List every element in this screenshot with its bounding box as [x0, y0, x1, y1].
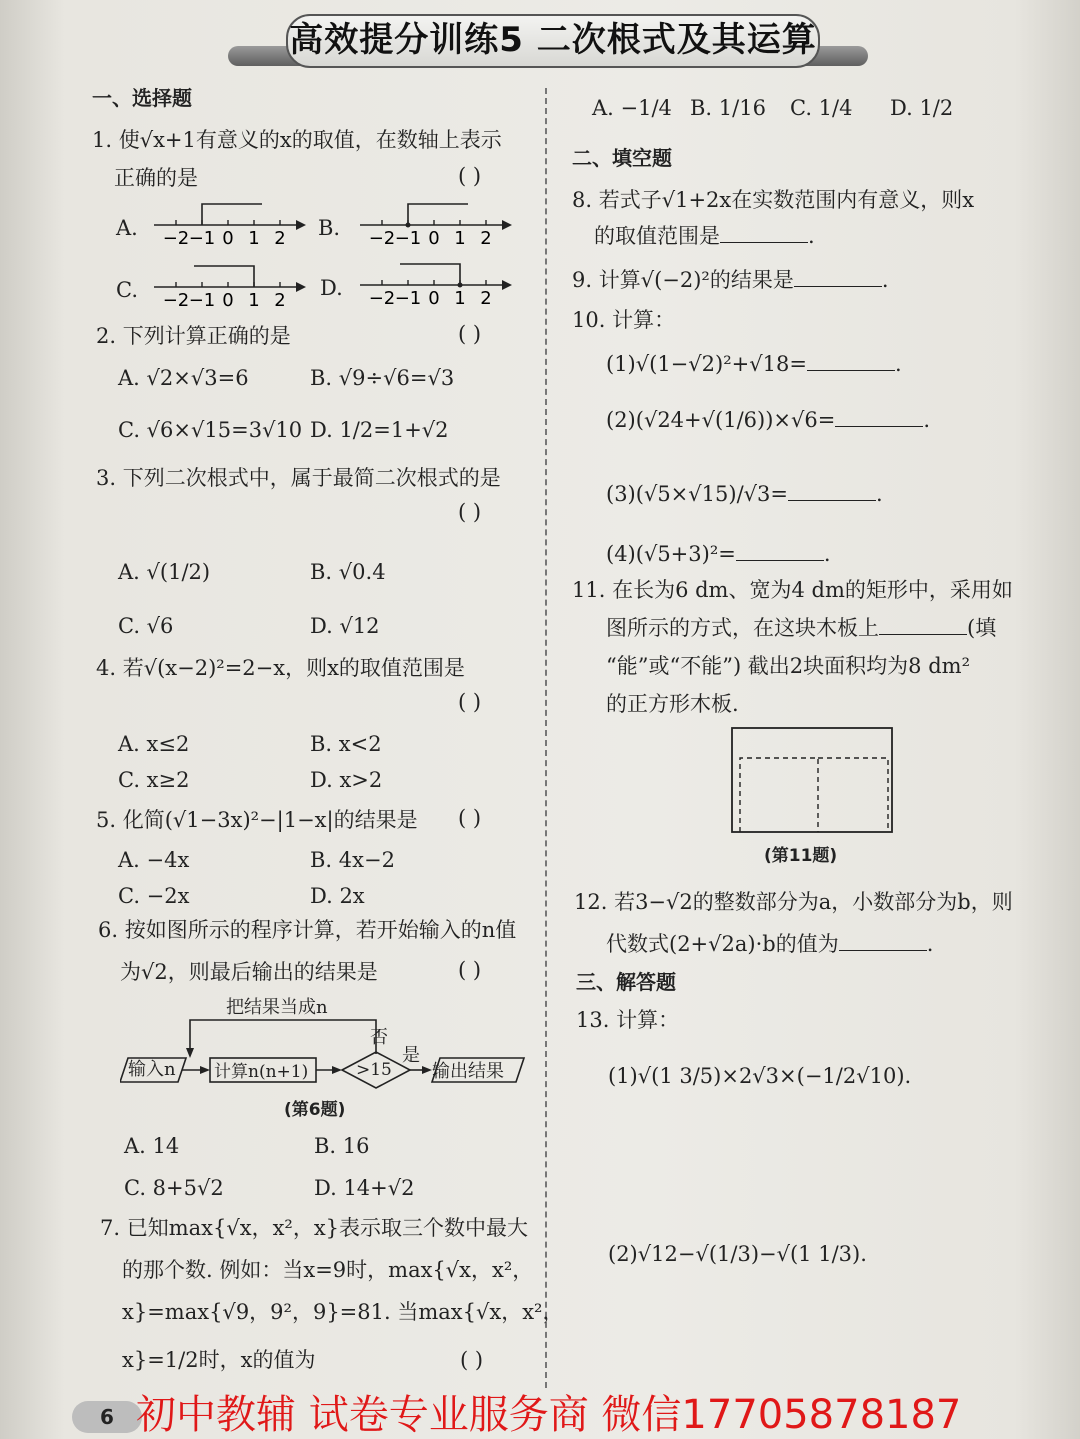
q7-stem-line1: 7. 已知max{√x，x²，x}表示取三个数中最大 [100, 1216, 529, 1240]
q3-option-d: D. √12 [310, 614, 380, 638]
q7-stem-line4: x}=1/2时，x的值为 [122, 1348, 316, 1372]
q4-option-b: B. x<2 [310, 732, 382, 756]
tick-label: −2 [162, 228, 190, 249]
q1-option-a-label: A. [116, 216, 138, 240]
q7-option-b: B. 1/16 [690, 96, 766, 120]
q11-text-b: (填 [967, 616, 997, 640]
q9-answer-blank[interactable] [794, 268, 882, 287]
q6-stem-line1: 6. 按如图所示的程序计算，若开始输入的n值 [98, 918, 517, 942]
watermark-text: 初中教辅 试卷专业服务商 微信17705878187 [136, 1392, 962, 1438]
q4-option-c: C. x≥2 [118, 768, 190, 792]
tick-label: 1 [248, 228, 260, 249]
section-fill-heading: 二、填空题 [572, 146, 672, 170]
section-choice-heading: 一、选择题 [92, 86, 192, 110]
q9-text: 9. 计算√(−2)²的结果是 [572, 268, 794, 292]
q3-option-a: A. √(1/2) [118, 560, 211, 584]
tick-label: 2 [480, 288, 492, 309]
q13-stem: 13. 计算： [576, 1008, 680, 1032]
q6-option-a: A. 14 [124, 1134, 180, 1158]
tick-label: 1 [248, 290, 260, 311]
q4-option-d: D. x>2 [310, 768, 383, 792]
q6-stem-line2: 为√2，则最后输出的结果是 [120, 960, 378, 984]
q2-option-a: A. √2×√3=6 [118, 366, 249, 390]
q1-option-d-label: D. [320, 276, 343, 300]
q11-stem-line4: 的正方形木板. [606, 692, 739, 716]
q12-text: 代数式(2+√2a)·b的值为 [606, 932, 839, 956]
q2-option-d: D. 1/2=1+√2 [310, 418, 449, 442]
tick-label: 2 [480, 228, 492, 249]
q1-numberline-b [356, 198, 516, 250]
tick-label: −1 [188, 290, 216, 311]
q11-stem-line1: 11. 在长为6 dm、宽为4 dm的矩形中，采用如 [572, 578, 1013, 602]
q9-stem: 9. 计算√(−2)²的结果是 . [572, 268, 889, 292]
q5-stem: 5. 化简(√1−3x)²−|1−x|的结果是 [96, 808, 418, 832]
q12-answer-blank[interactable] [839, 932, 927, 951]
tick-label: −1 [394, 228, 422, 249]
q10-part2-blank[interactable] [835, 408, 923, 427]
q5-option-b: B. 4x−2 [310, 848, 395, 872]
tick-label: −2 [368, 228, 396, 249]
q13-part2: (2)√12−√(1/3)−√(1 1/3). [608, 1242, 867, 1266]
q11-rectangle-figure [730, 726, 896, 836]
q2-stem: 2. 下列计算正确的是 [96, 324, 291, 348]
q10-part3: (3)(√5×√15)/√3= . [606, 482, 883, 506]
q7-option-d: D. 1/2 [890, 96, 954, 120]
q10-part3-text: (3)(√5×√15)/√3= [606, 482, 788, 506]
q4-stem: 4. 若√(x−2)²=2−x，则x的取值范围是 [96, 656, 465, 680]
q3-option-c: C. √6 [118, 614, 174, 638]
q10-part2: (2)(√24+√(1/6))×√6= . [606, 408, 931, 432]
tick-label: 0 [222, 228, 234, 249]
title-banner [228, 14, 868, 70]
q8-stem-line1: 8. 若式子√1+2x在实数范围内有意义，则x [572, 188, 975, 212]
q2-option-b: B. √9÷√6=√3 [310, 366, 455, 390]
q5-option-d: D. 2x [310, 884, 365, 908]
flow-loop-label: 把结果当成n [226, 997, 328, 1018]
tick-label: 2 [274, 290, 286, 311]
q11-stem-line3: “能”或“不能”) 截出2块面积均为8 dm² [606, 654, 970, 678]
q8-answer-blank[interactable] [720, 224, 808, 243]
q11-text-a: 图所示的方式，在这块木板上 [606, 616, 879, 640]
q4-answer-paren: ( ) [458, 690, 482, 714]
q10-part1-blank[interactable] [807, 352, 895, 371]
q1-answer-paren: ( ) [458, 164, 482, 188]
tick-label: 0 [428, 288, 440, 309]
q8-text: 的取值范围是 [594, 224, 720, 248]
flow-input-box: 输入n [128, 1059, 176, 1080]
q6-option-d: D. 14+√2 [314, 1176, 415, 1200]
q11-figure-caption: (第11题) [764, 846, 838, 866]
q1-numberline-a [150, 198, 310, 250]
q10-part4-text: (4)(√5+3)²= [606, 542, 736, 566]
q3-answer-paren: ( ) [458, 500, 482, 524]
q6-answer-paren: ( ) [458, 958, 482, 982]
q10-part2-text: (2)(√24+√(1/6))×√6= [606, 408, 836, 432]
q3-stem: 3. 下列二次根式中，属于最简二次根式的是 [96, 466, 501, 490]
flow-calc-box: 计算n(n+1) [214, 1062, 309, 1082]
q7-stem-line3: x}=max{√9，9²，9}=81. 当max{√x，x²， [122, 1300, 564, 1324]
tick-label: 2 [274, 228, 286, 249]
tick-label: −1 [188, 228, 216, 249]
q3-option-b: B. √0.4 [310, 560, 386, 584]
section-solve-heading: 三、解答题 [576, 970, 676, 994]
q7-option-c: C. 1/4 [790, 96, 853, 120]
q2-option-c: C. √6×√15=3√10 [118, 418, 303, 442]
q6-option-b: B. 16 [314, 1134, 370, 1158]
tick-label: 0 [428, 228, 440, 249]
q7-option-a: A. −1/4 [592, 96, 672, 120]
q13-part1: (1)√(1 3/5)×2√3×(−1/2√10). [608, 1064, 912, 1088]
q11-stem-line2 [606, 614, 996, 642]
q2-answer-paren: ( ) [458, 322, 482, 346]
q4-option-a: A. x≤2 [118, 732, 190, 756]
tick-label: 0 [222, 290, 234, 311]
q12-stem-line2: 代数式(2+√2a)·b的值为 . [606, 932, 934, 956]
q1-option-b-label: B. [318, 216, 341, 240]
q6-option-c: C. 8+5√2 [124, 1176, 224, 1200]
q5-answer-paren: ( ) [458, 806, 482, 830]
q7-answer-paren: ( ) [460, 1348, 484, 1372]
column-divider [545, 88, 547, 1388]
q5-option-a: A. −4x [118, 848, 190, 872]
flow-output-box: 输出结果 [432, 1061, 504, 1082]
flow-yes-label: 是 [402, 1045, 420, 1066]
q1-option-c-label: C. [116, 278, 138, 302]
q10-part4: (4)(√5+3)²= . [606, 542, 831, 566]
q10-part1: (1)√(1−√2)²+√18= . [606, 352, 902, 376]
q10-stem: 10. 计算： [572, 308, 676, 332]
tick-label: −2 [162, 290, 190, 311]
q12-stem-line1: 12. 若3−√2的整数部分为a，小数部分为b，则 [574, 890, 1013, 914]
q1-numberline-c [150, 260, 310, 312]
q6-figure-caption: (第6题) [284, 1100, 346, 1120]
q1-stem-line2: 正确的是 [114, 166, 198, 190]
q11-answer-blank[interactable] [879, 616, 967, 635]
tick-label: 1 [454, 288, 466, 309]
q10-part1-text: (1)√(1−√2)²+√18= [606, 352, 807, 376]
q5-option-c: C. −2x [118, 884, 190, 908]
tick-label: −2 [368, 288, 396, 309]
q8-stem-line2: 的取值范围是 . [594, 224, 815, 248]
q7-stem-line2: 的那个数. 例如：当x=9时，max{√x，x²， [122, 1258, 534, 1282]
q10-part4-blank[interactable] [736, 542, 824, 561]
flow-no-label: 否 [370, 1027, 388, 1048]
tick-label: −1 [394, 288, 422, 309]
q1-stem-line1: 1. 使√x+1有意义的x的取值，在数轴上表示 [92, 128, 502, 152]
page-number: 6 [72, 1401, 142, 1433]
q10-part3-blank[interactable] [788, 482, 876, 501]
q1-numberline-d [356, 258, 516, 310]
flow-condition-box: >15 [356, 1060, 392, 1080]
tick-label: 1 [454, 228, 466, 249]
page-title: 高效提分训练5 二次根式及其运算 [286, 14, 820, 68]
